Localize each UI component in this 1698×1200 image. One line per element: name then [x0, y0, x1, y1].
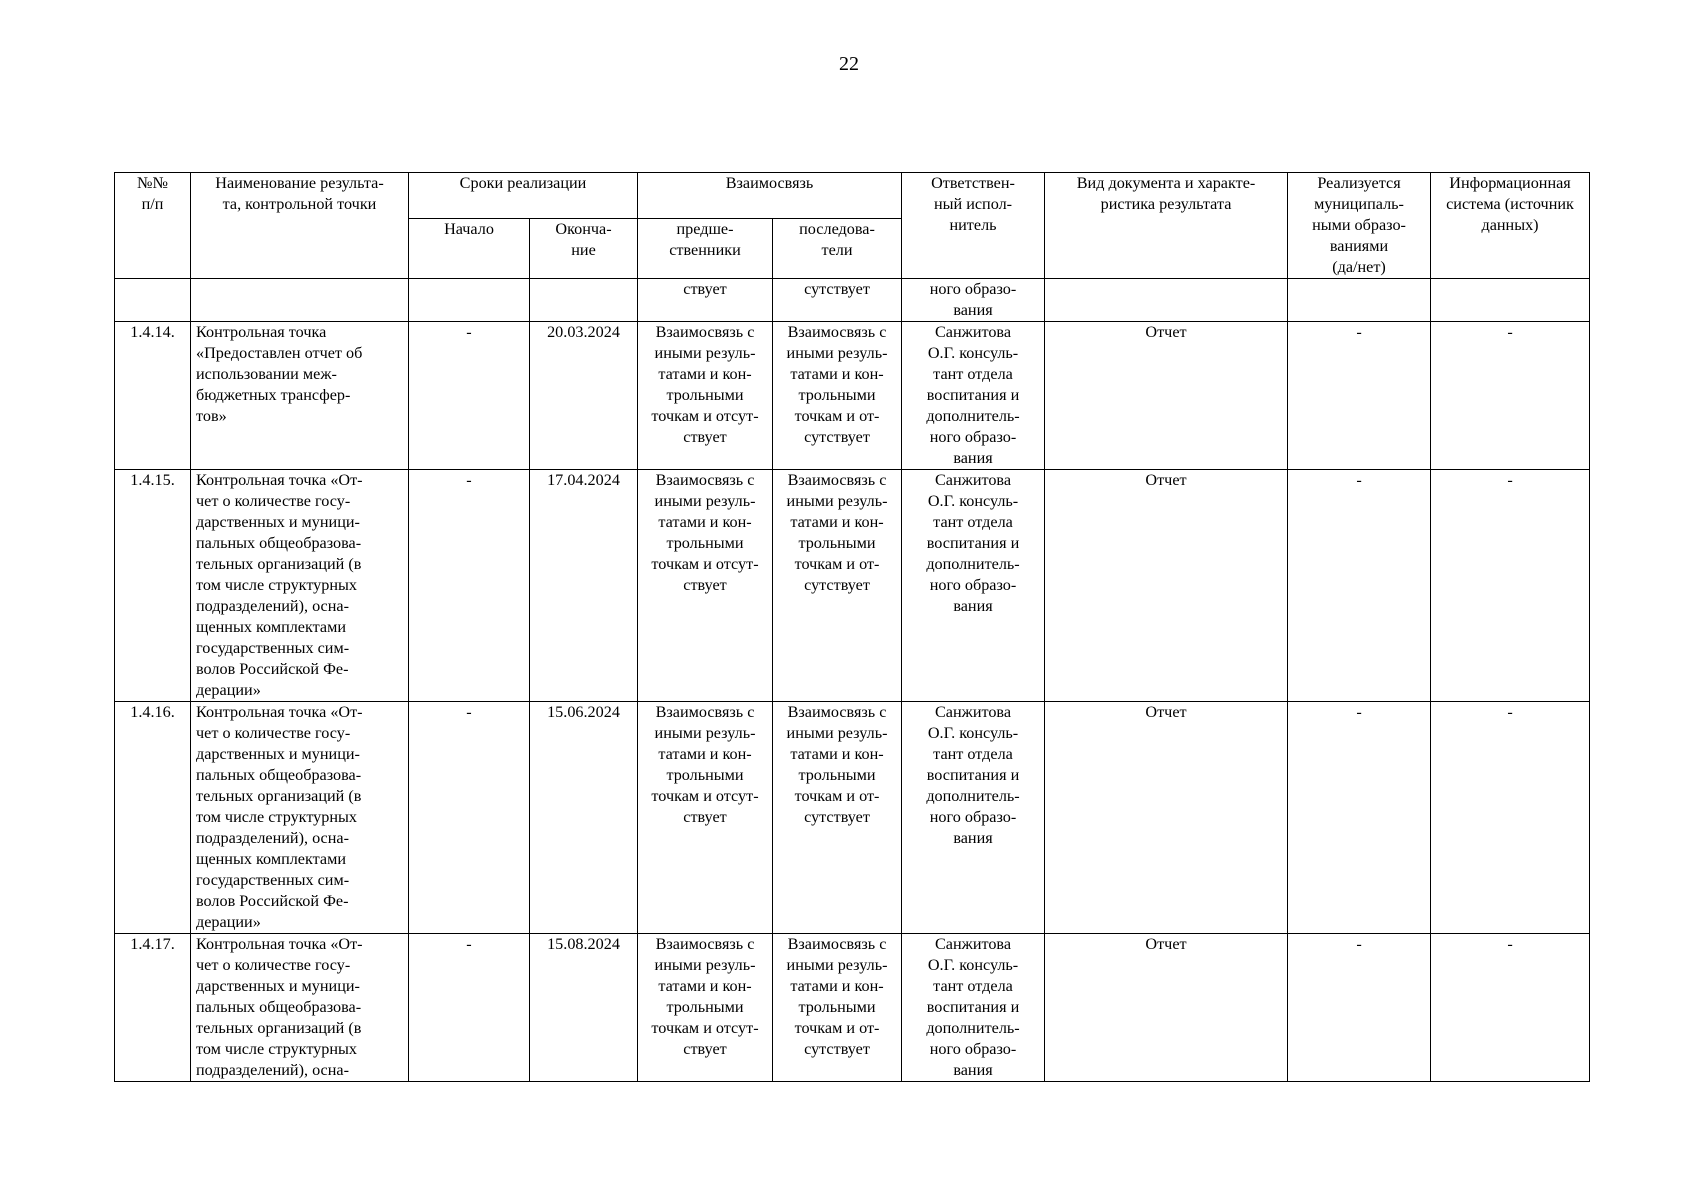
cell-municipal: - — [1288, 934, 1431, 1082]
cell-start — [409, 279, 530, 322]
header-name: Наименование результа- та, контрольной точки — [191, 173, 409, 279]
cell-end: 17.04.2024 — [530, 470, 638, 702]
cell-start: - — [409, 322, 530, 470]
cell-doc-type: Отчет — [1045, 322, 1288, 470]
cell-start: - — [409, 934, 530, 1082]
cell-name — [191, 279, 409, 322]
cell-end — [530, 279, 638, 322]
header-executor: Ответствен- ный испол- нитель — [902, 173, 1045, 279]
cell-municipal: - — [1288, 470, 1431, 702]
cell-executor: ного образо- вания — [902, 279, 1045, 322]
cell-end: 15.06.2024 — [530, 702, 638, 934]
cell-name: Контрольная точка «От- чет о количестве госу- дарственных и муници- пальных общеобразова- тельных организаций (в том числе структурных подразделений), осна- — [191, 934, 409, 1082]
cell-executor: Санжитова О.Г. консуль- тант отдела воспитания и дополнитель- ного образо- вания — [902, 470, 1045, 702]
cell-info-system — [1431, 279, 1590, 322]
cell-num: 1.4.15. — [115, 470, 191, 702]
cell-executor: Санжитова О.Г. консуль- тант отдела воспитания и дополнитель- ного образо- вания — [902, 322, 1045, 470]
header-predecessors: предше- ственники — [638, 219, 773, 279]
cell-municipal — [1288, 279, 1431, 322]
cell-info-system: - — [1431, 702, 1590, 934]
cell-predecessors: Взаимосвязь с иными резуль- татами и кон- трольными точкам и отсут- ствует — [638, 322, 773, 470]
cell-predecessors: ствует — [638, 279, 773, 322]
header-relation: Взаимосвязь — [638, 173, 902, 219]
cell-doc-type: Отчет — [1045, 702, 1288, 934]
cell-num: 1.4.14. — [115, 322, 191, 470]
header-start: Начало — [409, 219, 530, 279]
cell-start: - — [409, 702, 530, 934]
cell-doc-type — [1045, 279, 1288, 322]
cell-successors: Взаимосвязь с иными резуль- татами и кон- трольными точкам и от- сутствует — [773, 702, 902, 934]
cell-start: - — [409, 470, 530, 702]
cell-num: 1.4.17. — [115, 934, 191, 1082]
plan-table — [114, 172, 1590, 1082]
header-num: №№ п/п — [115, 173, 191, 279]
cell-name: Контрольная точка «От- чет о количестве госу- дарственных и муници- пальных общеобразова- тельных организаций (в том числе структурных подразделений), осна- щенных комплектами государственных сим- волов Российской Фе- дерации» — [191, 702, 409, 934]
header-terms: Сроки реализации — [409, 173, 638, 219]
table-row-continuation — [115, 279, 1590, 322]
cell-doc-type: Отчет — [1045, 470, 1288, 702]
cell-doc-type: Отчет — [1045, 934, 1288, 1082]
cell-successors: сутствует — [773, 279, 902, 322]
cell-successors: Взаимосвязь с иными резуль- татами и кон- трольными точкам и от- сутствует — [773, 934, 902, 1082]
cell-info-system: - — [1431, 322, 1590, 470]
cell-num: 1.4.16. — [115, 702, 191, 934]
cell-name: Контрольная точка «Предоставлен отчет об использовании меж- бюджетных трансфер- тов» — [191, 322, 409, 470]
cell-info-system: - — [1431, 470, 1590, 702]
cell-predecessors: Взаимосвязь с иными резуль- татами и кон- трольными точкам и отсут- ствует — [638, 934, 773, 1082]
table-row — [115, 470, 1590, 702]
cell-predecessors: Взаимосвязь с иными резуль- татами и кон- трольными точкам и отсут- ствует — [638, 702, 773, 934]
cell-end: 20.03.2024 — [530, 322, 638, 470]
cell-successors: Взаимосвязь с иными резуль- татами и кон- трольными точкам и от- сутствует — [773, 470, 902, 702]
cell-info-system: - — [1431, 934, 1590, 1082]
header-municipal: Реализуется муниципаль- ными образо- ваниями (да/нет) — [1288, 173, 1431, 279]
header-info-system: Информационная система (источник данных) — [1431, 173, 1590, 279]
header-doc-type: Вид документа и характе- ристика результата — [1045, 173, 1288, 279]
cell-end: 15.08.2024 — [530, 934, 638, 1082]
table-row — [115, 702, 1590, 934]
cell-num — [115, 279, 191, 322]
cell-name: Контрольная точка «От- чет о количестве госу- дарственных и муници- пальных общеобразова- тельных организаций (в том числе структурных подразделений), осна- щенных комплектами государственных сим- волов Российской Фе- дерации» — [191, 470, 409, 702]
cell-executor: Санжитова О.Г. консуль- тант отдела воспитания и дополнитель- ного образо- вания — [902, 702, 1045, 934]
cell-predecessors: Взаимосвязь с иными резуль- татами и кон- трольными точкам и отсут- ствует — [638, 470, 773, 702]
table-row — [115, 934, 1590, 1082]
header-successors: последова- тели — [773, 219, 902, 279]
cell-municipal: - — [1288, 322, 1431, 470]
page-number: 22 — [839, 53, 859, 75]
header-end: Оконча- ние — [530, 219, 638, 279]
cell-successors: Взаимосвязь с иными резуль- татами и кон- трольными точкам и от- сутствует — [773, 322, 902, 470]
cell-executor: Санжитова О.Г. консуль- тант отдела воспитания и дополнитель- ного образо- вания — [902, 934, 1045, 1082]
cell-municipal: - — [1288, 702, 1431, 934]
table-row — [115, 322, 1590, 470]
